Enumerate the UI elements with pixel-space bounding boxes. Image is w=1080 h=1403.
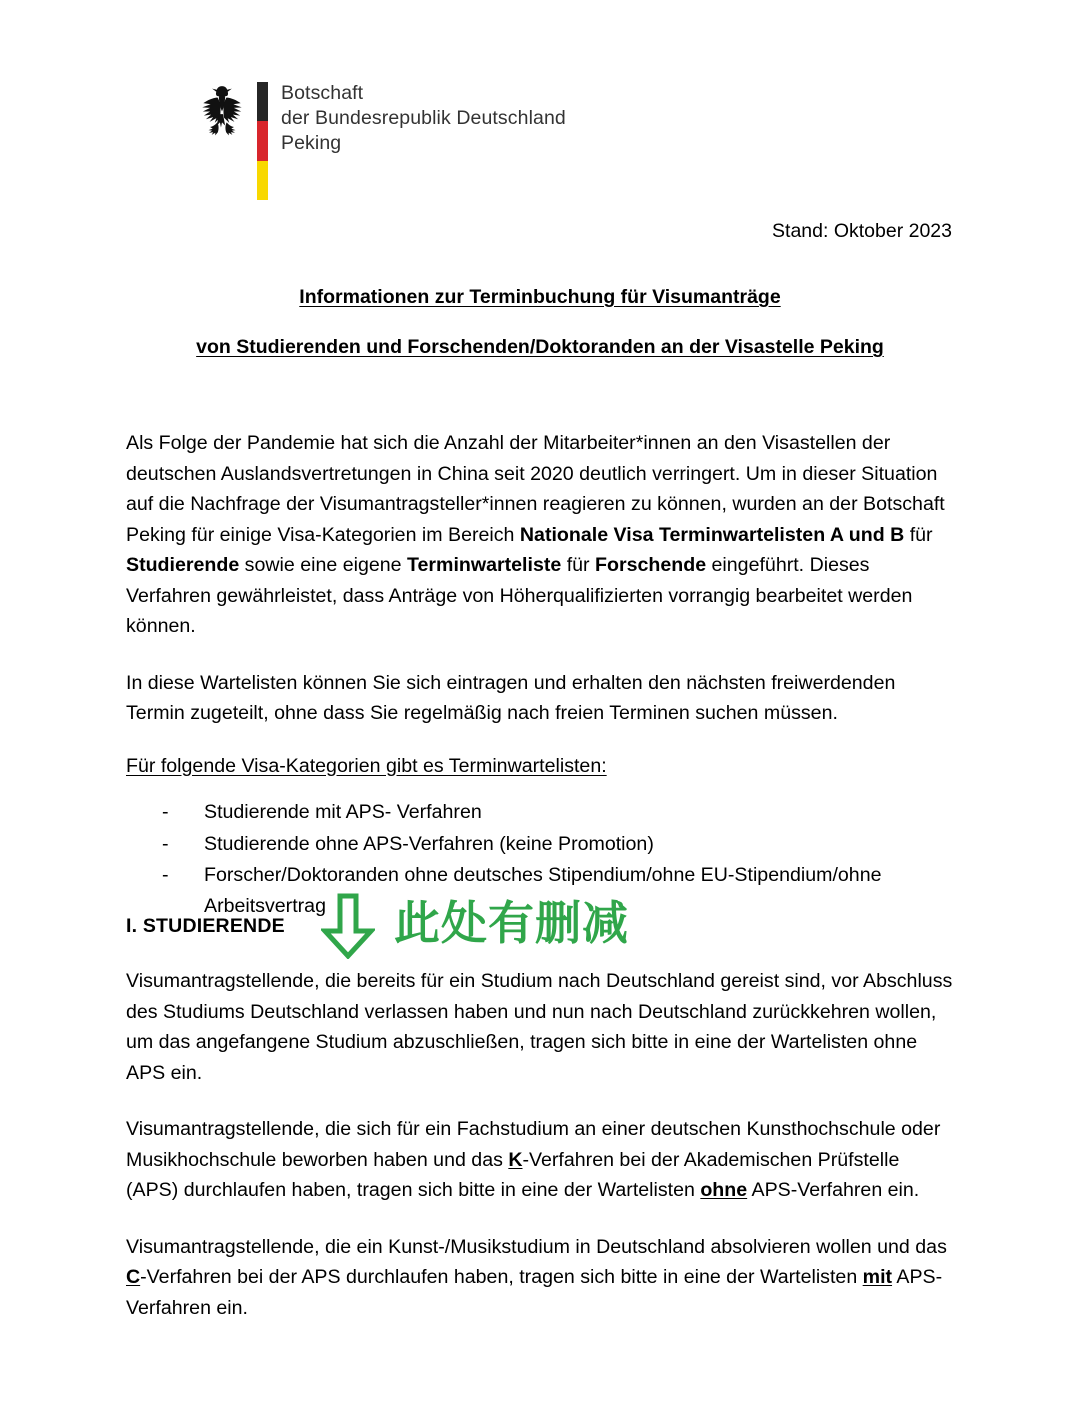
flag-segment-gold bbox=[257, 161, 268, 200]
list-item bbox=[162, 829, 954, 860]
students-p3-mit-emphasis: mit bbox=[862, 1266, 893, 1288]
list-item-label: Studierende ohne APS-Verfahren (keine Promotion) bbox=[204, 832, 654, 855]
students-paragraph-3 bbox=[126, 1232, 954, 1324]
letterhead-line-1: Botschaft bbox=[281, 82, 364, 104]
students-p3-part-d: APS-Verfahren ein. bbox=[126, 1266, 943, 1319]
intro-p1-part-a: Als Folge der Pandemie hat sich die Anzahl der Mitarbeiter*innen an den Visastellen der deutschen Auslandsvertretungen in China seit 2020 deutlich verringert. Um in dieser Situation auf die Nachfrage der Visumantragsteller*innen reagieren zu können, wurden an der Botschaft Peking für einige Visa-Kategorien im Bereich bbox=[126, 432, 945, 546]
list-item-label: Studierende mit APS- Verfahren bbox=[204, 801, 482, 823]
students-section-header-row bbox=[126, 896, 954, 965]
letterhead-line-2: der Bundesrepublik Deutschland bbox=[281, 107, 566, 129]
intro-p1-part-e: für bbox=[561, 554, 596, 576]
category-list-lead-wrapper bbox=[126, 751, 954, 798]
students-body-section bbox=[126, 966, 954, 1349]
page-title-line-2-text: von Studierenden und Forschenden/Doktoranden an der Visastelle Peking bbox=[196, 336, 884, 358]
list-marker: - bbox=[162, 832, 169, 855]
list-marker: - bbox=[162, 864, 169, 886]
letterhead-text bbox=[281, 81, 566, 156]
page-title-line-2 bbox=[126, 334, 954, 360]
list-item bbox=[162, 797, 954, 828]
intro-p1-bold-4: Forschende bbox=[595, 554, 707, 576]
students-paragraph-1: Visumantragstellende, die bereits für ein Studium nach Deutschland gereist sind, vor Abschluss des Studiums Deutschland verlassen haben und nun nach Deutschland zurückkehren wollen, um das angefangene Studium abzuschließen, tragen sich bitte in eine der Wartelisten ohne APS ein. bbox=[126, 970, 953, 1084]
students-p2-part-b: -Verfahren bei der Akademischen Prüfstelle (APS) durchlaufen haben, tragen sich bitte in eine der Wartelisten bbox=[126, 1148, 900, 1201]
list-marker: - bbox=[162, 801, 169, 823]
down-arrow-icon bbox=[321, 893, 375, 959]
section-heading-studierende: I. STUDIERENDE bbox=[126, 915, 285, 937]
intro-p1-bold-3: Terminwarteliste bbox=[407, 554, 562, 576]
intro-p1-part-c: für bbox=[904, 523, 933, 546]
flag-segment-red bbox=[257, 121, 268, 160]
intro-section bbox=[126, 428, 954, 922]
students-p3-part-b: -Verfahren bei der APS durchlaufen haben, tragen sich bitte in eine der Wartelisten bbox=[140, 1266, 863, 1288]
letterhead-line-3: Peking bbox=[281, 132, 342, 154]
intro-paragraph-1 bbox=[126, 428, 954, 642]
page-title-line-1 bbox=[126, 284, 954, 310]
flag-segment-black bbox=[257, 82, 268, 121]
annotation-text-deleted-content: 此处有删减 bbox=[394, 896, 629, 950]
intro-p1-bold-1: Nationale Visa Terminwartelisten A und B bbox=[519, 523, 905, 546]
document-date: Stand: Oktober 2023 bbox=[772, 220, 952, 242]
students-p2-part-a: Visumantragstellende, die sich für ein Fachstudium an einer deutschen Kunsthochschule oder Musikhochschule beworben haben und das bbox=[126, 1118, 941, 1171]
intro-p1-part-d: sowie eine eigene bbox=[239, 554, 407, 576]
intro-p1-bold-2: Studierende bbox=[126, 554, 240, 576]
page-title-line-1-text: Informationen zur Terminbuchung für Visumanträge bbox=[299, 286, 781, 308]
intro-paragraph-2: In diese Wartelisten können Sie sich eintragen und erhalten den nächsten freiwerdenden Termin zugeteilt, ohne dass Sie regelmäßig nach freien Terminen suchen müssen. bbox=[126, 671, 896, 724]
list-item-label: Forscher/Doktoranden ohne deutsches Stipendium/ohne EU-Stipendium/ohne Arbeitsvertrag bbox=[204, 864, 882, 917]
students-p2-ohne-emphasis: ohne bbox=[700, 1179, 748, 1201]
letterhead bbox=[196, 78, 566, 200]
students-paragraph-2 bbox=[126, 1114, 954, 1206]
students-p3-c-emphasis: C bbox=[126, 1266, 141, 1288]
german-federal-eagle-icon bbox=[196, 84, 248, 140]
students-p2-k-emphasis: K bbox=[508, 1148, 523, 1171]
german-flag-bar-icon bbox=[257, 82, 268, 200]
intro-p1-part-f: eingeführt. Dieses Verfahren gewährleistet, dass Anträge von Höherqualifizierten vorrangig bearbeitet werden können. bbox=[126, 554, 913, 637]
students-p3-part-a: Visumantragstellende, die ein Kunst-/Musikstudium in Deutschland absolvieren wollen und das bbox=[126, 1235, 947, 1258]
category-list-lead: Für folgende Visa-Kategorien gibt es Terminwartelisten: bbox=[126, 754, 607, 777]
students-p2-part-c: APS-Verfahren ein. bbox=[747, 1179, 920, 1201]
